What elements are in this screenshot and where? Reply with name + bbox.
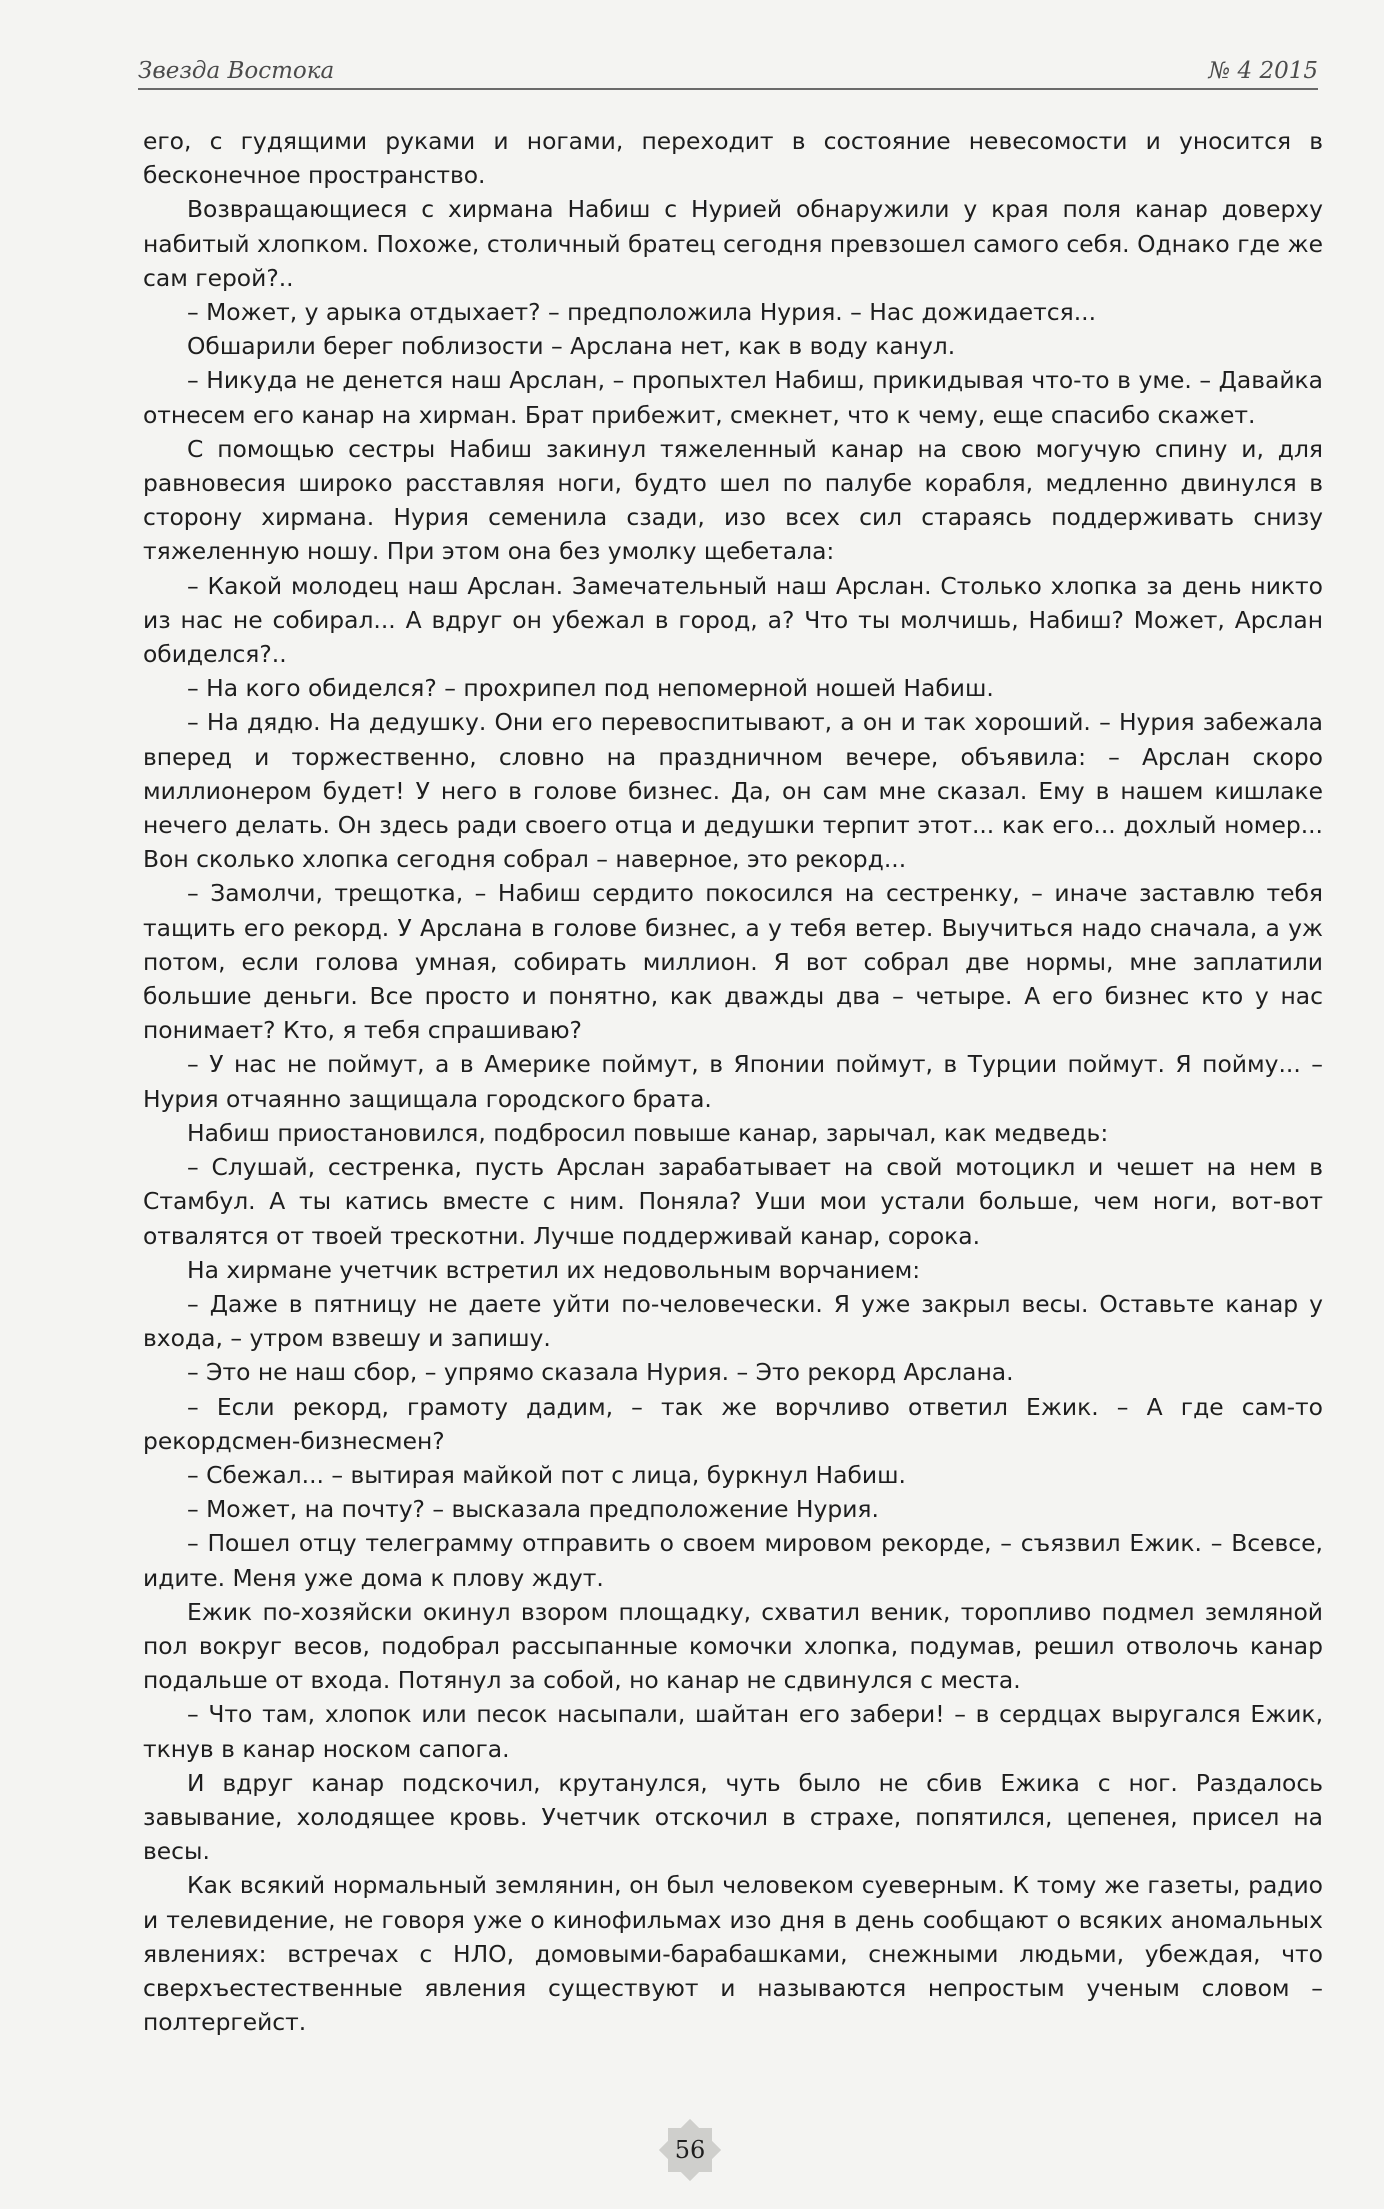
page-number: 56 bbox=[674, 2136, 706, 2164]
paragraph: – Может, у арыка отдыхает? – предположила Нурия. – Нас дожидается... bbox=[187, 298, 1097, 327]
running-head bbox=[138, 48, 1318, 84]
paragraph: На хирмане учетчик встретил их недовольным ворчанием: bbox=[187, 1255, 921, 1284]
paragraph: – У нас не поймут, а в Америке поймут, в Японии поймут, в Турции поймут. Я пойму... – Нурия отчаянно защищала городского брата. bbox=[143, 1050, 1323, 1113]
paragraph: – Сбежал... – вытирая майкой пот с лица, буркнул Набиш. bbox=[187, 1460, 906, 1489]
paragraph: – Если рекорд, грамоту дадим, – так же ворчливо ответил Ежик. – А где сам-то рекордсмен-бизнесмен? bbox=[143, 1392, 1323, 1455]
paragraph: – Что там, хлопок или песок насыпали, шайтан его забери! – в сердцах выругался Ежик, ткнув в канар носком сапога. bbox=[143, 1700, 1323, 1763]
paragraph: – Никуда не денется наш Арслан, – пропыхтел Набиш, прикидывая что-то в уме. – Давайка отнесем его канар на хирман. Брат прибежит, смекнет, что к чему, еще спасибо скажет. bbox=[143, 366, 1323, 429]
paragraph: Возвращающиеся с хирмана Набиш с Нурией обнаружили у края поля канар доверху набитый хлопком. Похоже, столичный братец сегодня превзошел самого себя. Однако где же сам герой?.. bbox=[143, 195, 1323, 292]
paragraph: Обшарили берег поблизости – Арслана нет, как в воду канул. bbox=[187, 332, 956, 361]
paragraph: – Это не наш сбор, – упрямо сказала Нурия. – Это рекорд Арслана. bbox=[187, 1358, 1014, 1387]
paragraph: – Замолчи, трещотка, – Набиш сердито покосился на сестренку, – иначе заставлю тебя тащить его рекорд. У Арслана в голове бизнес, а у тебя ветер. Выучиться надо сначала, а уж потом, если голова умная, собирать миллион. Я вот собрал две нормы, мне заплатили большие деньги. Все просто и понятно, как дважды два – четыре. А его бизнес кто у нас понимает? Кто, я тебя спрашиваю? bbox=[143, 879, 1323, 1045]
paragraph: – Может, на почту? – высказала предположение Нурия. bbox=[187, 1495, 879, 1524]
paragraph: – Какой молодец наш Арслан. Замечательный наш Арслан. Столько хлопка за день никто из нас не собирал... А вдруг он убежал в город, а? Что ты молчишь, Набиш? Может, Арслан обиделся?.. bbox=[143, 571, 1323, 669]
paragraph: Ежик по-хозяйски окинул взором площадку, схватил веник, торопливо подмел земляной пол вокруг весов, подобрал рассыпанные комочки хлопка, подумав, решил отволочь канар подальше от входа. Потянул за собой, но канар не сдвинулся с места. bbox=[143, 1597, 1323, 1695]
page-number-badge bbox=[654, 2114, 726, 2186]
journal-title: Звезда Востока bbox=[138, 58, 335, 84]
paragraph: – Даже в пятницу не даете уйти по-человечески. Я уже закрыл весы. Оставьте канар у входа, – утром взвешу и запишу. bbox=[143, 1289, 1323, 1353]
article-body bbox=[143, 124, 1323, 2039]
paragraph: – Пошел отцу телеграмму отправить о своем мировом рекорде, – съязвил Ежик. – Всевсе, идите. Меня уже дома к плову ждут. bbox=[143, 1529, 1323, 1592]
paragraph: – Слушай, сестренка, пусть Арслан зарабатывает на свой мотоцикл и чешет на нем в Стамбул. А ты катись вместе с ним. Поняла? Уши мои устали больше, чем ноги, вот-вот отвалятся от твоей трескотни. Лучше поддерживай канар, сорока. bbox=[143, 1153, 1323, 1250]
paragraph: его, с гудящими руками и ногами, переходит в состояние невесомости и уносится в бесконечное пространство. bbox=[143, 127, 1323, 190]
paragraph: И вдруг канар подскочил, крутанулся, чуть было не сбив Ежика с ног. Раздалось завывание, холодящее кровь. Учетчик отскочил в страхе, попятился, цепенея, присел на весы. bbox=[143, 1768, 1323, 1866]
header-rule bbox=[138, 88, 1318, 90]
paragraph: Набиш приостановился, подбросил повыше канар, зарычал, как медведь: bbox=[187, 1118, 1109, 1147]
paragraph: С помощью сестры Набиш закинул тяжеленный канар на свою могучую спину и, для равновесия широко расставляя ноги, будто шел по палубе корабля, медленно двинулся в сторону хирмана. Нурия семенила сзади, изо всех сил стараясь поддерживать снизу тяжеленную ношу. При этом она без умолку щебетала: bbox=[143, 434, 1323, 566]
paragraph: – На дядю. На дедушку. Они его перевоспитывают, а он и так хороший. – Нурия забежала вперед и торжественно, словно на праздничном вечере, объявила: – Арслан скоро миллионером будет! У него в голове бизнес. Да, он сам мне сказал. Ему в нашем кишлаке нечего делать. Он здесь ради своего отца и дедушки терпит этот... как его... дохлый номер... Вон сколько хлопка сегодня собрал – наверное, это рекорд... bbox=[143, 708, 1323, 874]
issue-number: № 4 2015 bbox=[1208, 58, 1318, 84]
paragraph: Как всякий нормальный землянин, он был человеком суеверным. К тому же газеты, радио и телевидение, не говоря уже о кинофильмах изо дня в день сообщают о всяких аномальных явлениях: встречах с НЛО, домовыми-барабашками, снежными людьми, убеждая, что сверхъестественные явления существуют и называются непростым ученым словом – полтергейст. bbox=[143, 1871, 1323, 2037]
paragraph: – На кого обиделся? – прохрипел под непомерной ношей Набиш. bbox=[187, 674, 994, 703]
